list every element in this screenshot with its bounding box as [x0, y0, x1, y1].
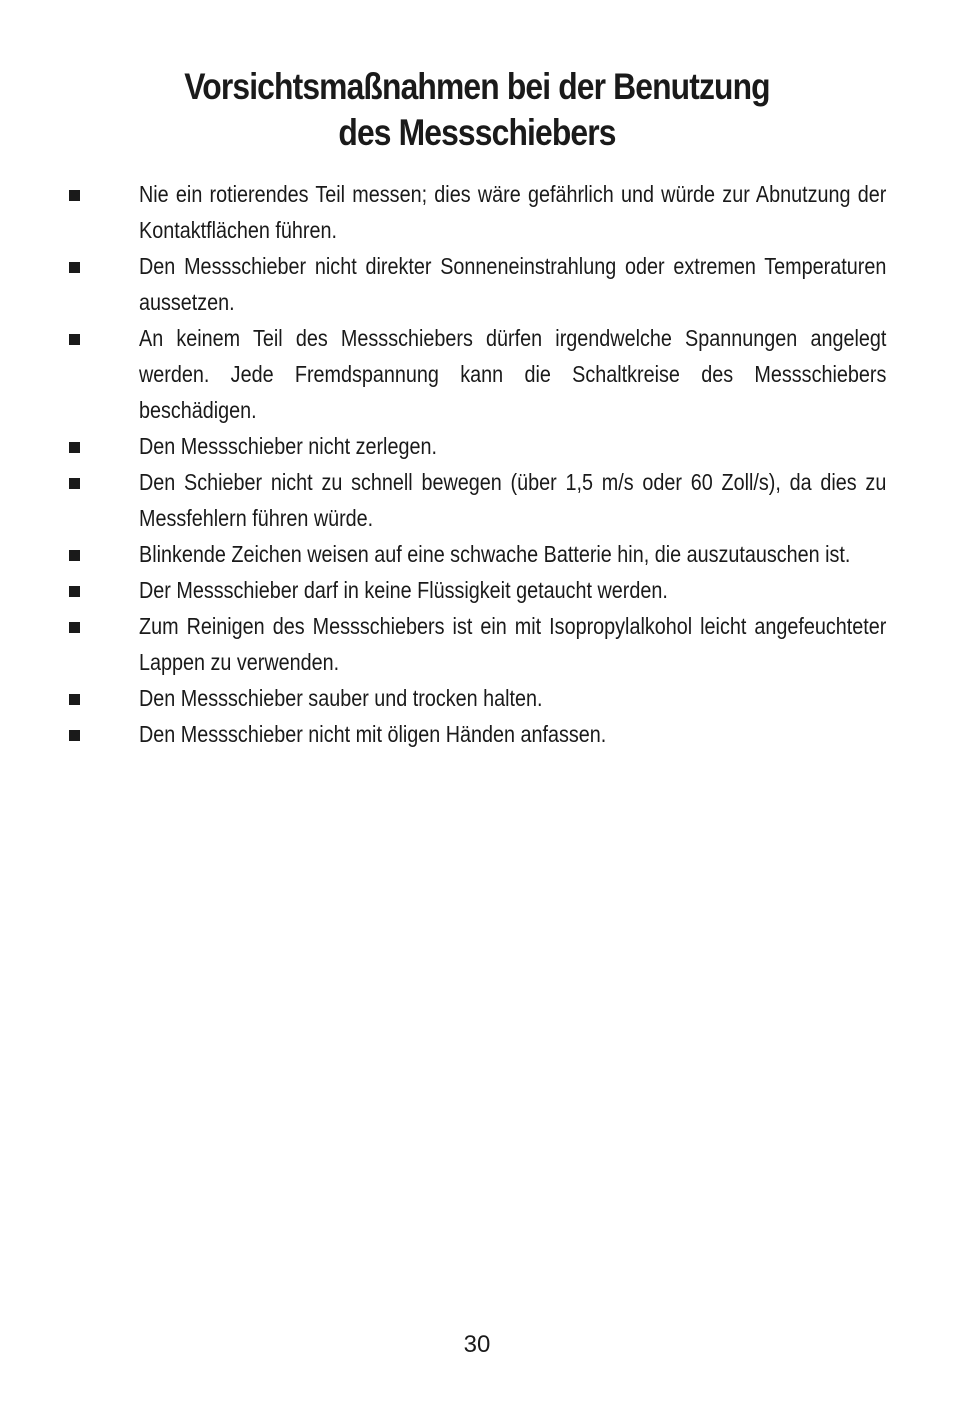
- list-item-text: Zum Reinigen des Messschiebers ist ein mit Isopropylalkohol leicht angefeuchteter Lappen zu verwenden.: [139, 613, 887, 675]
- square-bullet-icon: [69, 622, 80, 633]
- list-item-text: Den Schieber nicht zu schnell bewegen (über 1,5 m/s oder 60 Zoll/s), da dies zu Messfehlern führen würde.: [139, 469, 887, 531]
- list-item: [0, 536, 954, 572]
- list-item: [0, 572, 954, 608]
- list-item: [0, 680, 954, 716]
- square-bullet-icon: [69, 262, 80, 273]
- list-item-text: Den Messschieber sauber und trocken halten.: [139, 685, 543, 711]
- list-item: [0, 320, 954, 428]
- list-item: [0, 176, 954, 248]
- list-item-text: Den Messschieber nicht direkter Sonneneinstrahlung oder extremen Temperaturen aussetzen.: [139, 253, 887, 315]
- list-item: [0, 428, 954, 464]
- precautions-list: [0, 176, 954, 752]
- list-item: [0, 716, 954, 752]
- square-bullet-icon: [69, 730, 80, 741]
- list-item-text: An keinem Teil des Messschiebers dürfen irgendwelche Spannungen angelegt werden. Jede Fremdspannung kann die Schaltkreise des Messschiebers beschädigen.: [139, 325, 887, 423]
- square-bullet-icon: [69, 334, 80, 345]
- square-bullet-icon: [69, 694, 80, 705]
- page-title-line-2: des Messschiebers: [338, 112, 616, 153]
- list-item-text: Nie ein rotierendes Teil messen; dies wäre gefährlich und würde zur Abnutzung der Kontaktflächen führen.: [139, 181, 887, 243]
- square-bullet-icon: [69, 586, 80, 597]
- square-bullet-icon: [69, 190, 80, 201]
- list-item-text: Der Messschieber darf in keine Flüssigkeit getaucht werden.: [139, 577, 668, 603]
- list-item-text: Blinkende Zeichen weisen auf eine schwache Batterie hin, die auszutauschen ist.: [139, 541, 851, 567]
- page-number: 30: [463, 1331, 491, 1358]
- list-item: [0, 608, 954, 680]
- square-bullet-icon: [69, 550, 80, 561]
- list-item: [0, 248, 954, 320]
- page-title-line-1: Vorsichtsmaßnahmen bei der Benutzung: [184, 66, 770, 107]
- list-item-text: Den Messschieber nicht zerlegen.: [139, 433, 437, 459]
- square-bullet-icon: [69, 442, 80, 453]
- list-item-text: Den Messschieber nicht mit öligen Händen anfassen.: [139, 721, 607, 747]
- list-item: [0, 464, 954, 536]
- page-title: [67, 64, 887, 156]
- square-bullet-icon: [69, 478, 80, 489]
